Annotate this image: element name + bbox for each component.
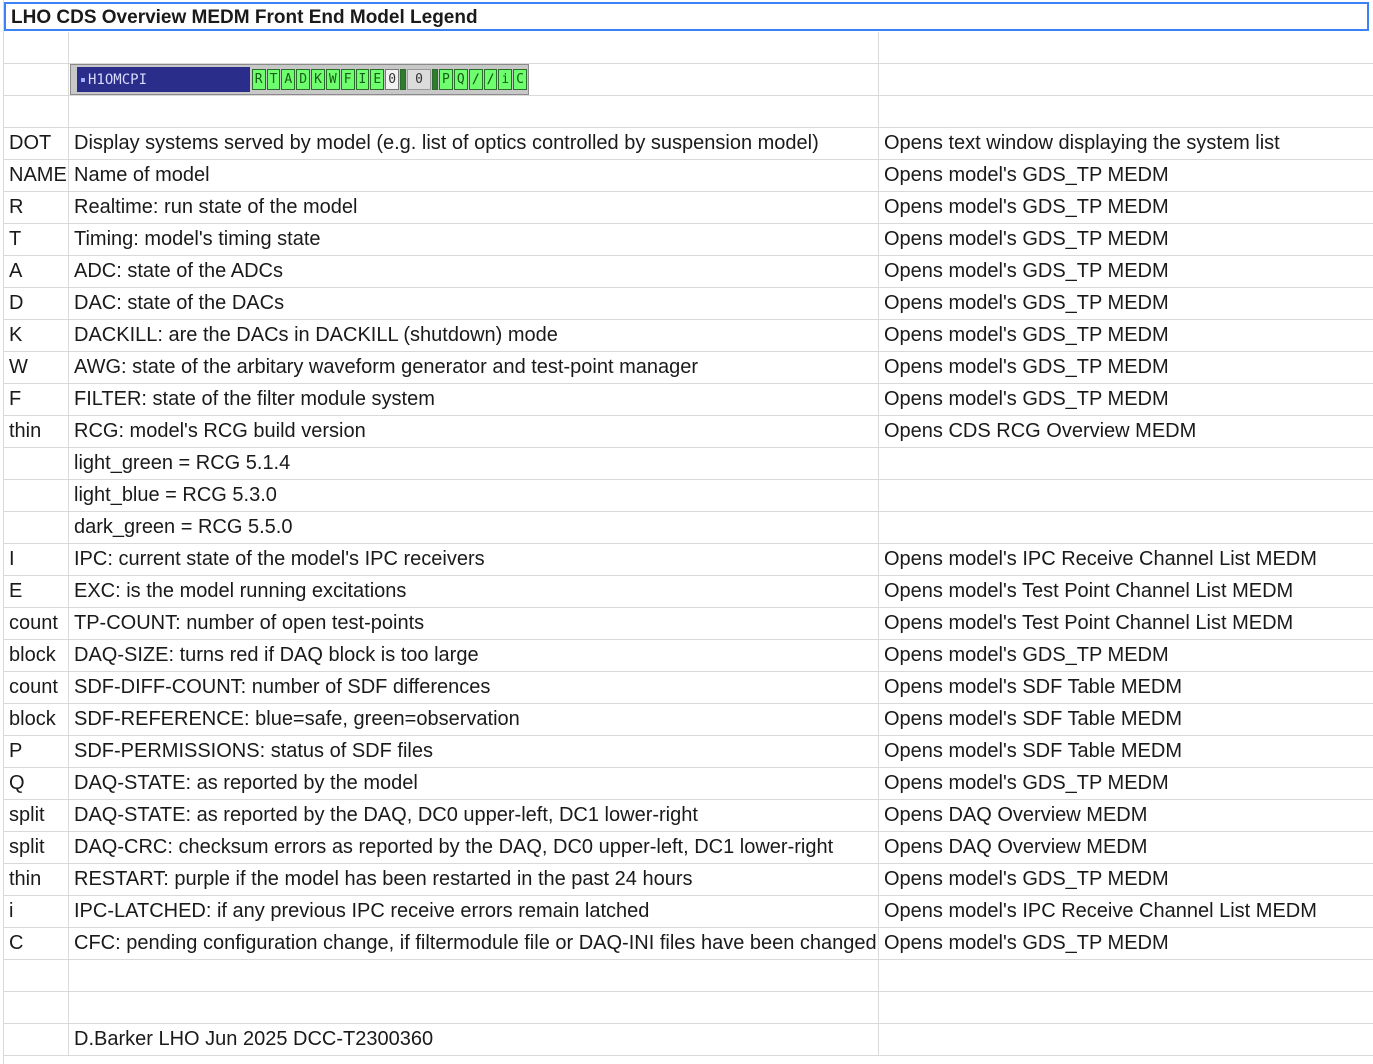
cell-code[interactable] — [4, 448, 69, 479]
cell-description[interactable]: Timing: model's timing state — [69, 224, 879, 255]
cell-code[interactable] — [4, 1024, 69, 1055]
ipc-led[interactable]: I — [356, 69, 370, 90]
cell-code[interactable]: F — [4, 384, 69, 415]
cell-action[interactable]: Opens model's GDS_TP MEDM — [884, 196, 1169, 218]
table-row — [4, 800, 1373, 832]
cell-code[interactable]: count — [4, 672, 69, 703]
cell-action[interactable]: Opens model's GDS_TP MEDM — [884, 164, 1169, 186]
cell-description[interactable]: DAQ-STATE: as reported by the DAQ, DC0 upper-left, DC1 lower-right — [69, 800, 879, 831]
model-name-box[interactable] — [77, 67, 250, 92]
cell-action[interactable]: Opens model's GDS_TP MEDM — [884, 388, 1169, 410]
cell-description[interactable] — [69, 96, 879, 127]
cell-code[interactable]: i — [4, 896, 69, 927]
daq-state-led[interactable]: Q — [454, 69, 468, 90]
cell-description[interactable]: SDF-PERMISSIONS: status of SDF files — [69, 736, 879, 767]
sdf-diff-count-box[interactable]: 0 — [407, 69, 431, 90]
cell-description[interactable]: IPC: current state of the model's IPC receivers — [69, 544, 879, 575]
cell-action[interactable]: Opens model's GDS_TP MEDM — [884, 932, 1169, 954]
table-row — [4, 384, 1373, 416]
cell-code[interactable]: Q — [4, 768, 69, 799]
medm-model-widget[interactable] — [70, 64, 529, 95]
cell-code[interactable]: count — [4, 608, 69, 639]
cell-description[interactable]: Realtime: run state of the model — [69, 192, 879, 223]
table-row — [4, 576, 1373, 608]
cell-description[interactable]: AWG: state of the arbitary waveform generator and test-point manager — [69, 352, 879, 383]
cell-code[interactable]: P — [4, 736, 69, 767]
cell-description[interactable]: TP-COUNT: number of open test-points — [69, 608, 879, 639]
cell-code[interactable]: NAME — [4, 160, 69, 191]
sheet-grid — [4, 32, 1373, 1056]
table-row — [4, 320, 1373, 352]
cell-action[interactable]: Opens DAQ Overview MEDM — [884, 804, 1148, 826]
cell-description[interactable]: DAQ-CRC: checksum errors as reported by the DAQ, DC0 upper-left, DC1 lower-right — [69, 832, 879, 863]
cell-action[interactable]: Opens model's GDS_TP MEDM — [884, 868, 1169, 890]
cell-description[interactable] — [69, 32, 879, 63]
cell-description[interactable]: light_blue = RCG 5.3.0 — [69, 480, 879, 511]
cell-code[interactable] — [4, 32, 69, 63]
cell-action[interactable]: Opens model's IPC Receive Channel List MEDM — [884, 548, 1317, 570]
daq-state-led[interactable]: P — [439, 69, 453, 90]
cell-description[interactable]: SDF-DIFF-COUNT: number of SDF differences — [69, 672, 879, 703]
cell-action[interactable]: Opens model's GDS_TP MEDM — [884, 356, 1169, 378]
cell-code[interactable] — [4, 64, 69, 95]
state-indicators — [252, 67, 528, 92]
cell-action[interactable]: Opens model's Test Point Channel List MEDM — [884, 612, 1294, 634]
cell-code[interactable]: A — [4, 256, 69, 287]
table-row — [4, 928, 1373, 960]
cell-description[interactable]: Display systems served by model (e.g. list of optics controlled by suspension model) — [69, 128, 879, 159]
cell-code[interactable]: E — [4, 576, 69, 607]
exc-led[interactable]: E — [370, 69, 384, 90]
cell-description[interactable]: dark_green = RCG 5.5.0 — [69, 512, 879, 543]
table-row — [4, 512, 1373, 544]
state-led[interactable]: F — [341, 69, 355, 90]
state-led[interactable]: D — [296, 69, 310, 90]
table-row — [4, 480, 1373, 512]
cell-code[interactable]: DOT — [4, 128, 69, 159]
table-row — [4, 736, 1373, 768]
cell-action[interactable]: Opens model's IPC Receive Channel List MEDM — [884, 900, 1317, 922]
model-name[interactable]: H1OMCPI — [88, 71, 148, 88]
cell-code[interactable] — [4, 512, 69, 543]
cell-description[interactable]: Name of model — [69, 160, 879, 191]
cell-action[interactable]: Opens text window displaying the system list — [884, 132, 1280, 154]
cell-action[interactable] — [879, 448, 1373, 479]
cell-description[interactable]: light_green = RCG 5.1.4 — [69, 448, 879, 479]
cell-action[interactable] — [879, 992, 1373, 1023]
cell-description[interactable] — [69, 960, 879, 991]
cell-action[interactable]: Opens model's SDF Table MEDM — [884, 740, 1182, 762]
cell-code[interactable] — [4, 480, 69, 511]
cell-code[interactable]: thin — [4, 864, 69, 895]
cell-code[interactable] — [4, 992, 69, 1023]
daq-size-block[interactable] — [400, 69, 406, 90]
footer-credit[interactable]: D.Barker LHO Jun 2025 DCC-T2300360 — [69, 1024, 879, 1055]
cell-code[interactable]: D — [4, 288, 69, 319]
state-led[interactable]: R — [252, 69, 266, 90]
table-row — [4, 704, 1373, 736]
cell-code[interactable]: split — [4, 800, 69, 831]
cell-action[interactable] — [879, 512, 1373, 543]
table-row — [4, 544, 1373, 576]
cell-action[interactable]: Opens model's GDS_TP MEDM — [884, 324, 1169, 346]
state-led[interactable]: T — [267, 69, 281, 90]
cell-action[interactable] — [879, 960, 1373, 991]
sdf-reference-block[interactable] — [432, 69, 438, 90]
table-row — [4, 224, 1373, 256]
cell-code[interactable] — [4, 960, 69, 991]
cfc-led[interactable]: C — [513, 69, 527, 90]
daq-state-split[interactable]: ∕ — [469, 69, 483, 90]
cell-code[interactable]: I — [4, 544, 69, 575]
table-row — [4, 896, 1373, 928]
cell-action[interactable] — [879, 480, 1373, 511]
cell-code[interactable]: thin — [4, 416, 69, 447]
cell-code[interactable]: block — [4, 640, 69, 671]
table-row — [4, 640, 1373, 672]
cell-code[interactable]: W — [4, 352, 69, 383]
cell-description[interactable] — [69, 992, 879, 1023]
blank-row — [4, 960, 1373, 992]
cell-description[interactable]: IPC-LATCHED: if any previous IPC receive errors remain latched — [69, 896, 879, 927]
cell-action[interactable]: Opens model's GDS_TP MEDM — [884, 228, 1169, 250]
daq-crc-split[interactable]: ∕ — [484, 69, 498, 90]
blank-row — [4, 96, 1373, 128]
cell-description[interactable]: RCG: model's RCG build version — [69, 416, 879, 447]
table-row — [4, 864, 1373, 896]
cell-action[interactable]: Opens model's SDF Table MEDM — [884, 708, 1182, 730]
table-row — [4, 832, 1373, 864]
table-row — [4, 448, 1373, 480]
cell-description[interactable]: DAQ-STATE: as reported by the model — [69, 768, 879, 799]
table-row — [4, 160, 1373, 192]
cell-description[interactable]: DACKILL: are the DACs in DACKILL (shutdown) mode — [69, 320, 879, 351]
state-led[interactable]: K — [311, 69, 325, 90]
cell-action[interactable]: Opens CDS RCG Overview MEDM — [884, 420, 1197, 442]
cell-action[interactable] — [879, 96, 1373, 127]
cell-description[interactable]: SDF-REFERENCE: blue=safe, green=observation — [69, 704, 879, 735]
cell-action[interactable]: Opens model's GDS_TP MEDM — [884, 292, 1169, 314]
cell-description[interactable]: CFC: pending configuration change, if filtermodule file or DAQ-INI files have been changed — [69, 928, 879, 959]
cell-action[interactable]: Opens model's Test Point Channel List MEDM — [884, 580, 1294, 602]
cell-code[interactable]: K — [4, 320, 69, 351]
cell-action[interactable]: Opens model's GDS_TP MEDM — [884, 260, 1169, 282]
state-led[interactable]: W — [326, 69, 340, 90]
cell-action[interactable] — [879, 32, 1373, 63]
state-led[interactable]: A — [281, 69, 295, 90]
blank-row — [4, 992, 1373, 1024]
table-row — [4, 672, 1373, 704]
table-row — [4, 128, 1373, 160]
cell-description[interactable]: ADC: state of the ADCs — [69, 256, 879, 287]
table-row — [4, 768, 1373, 800]
table-row — [4, 256, 1373, 288]
cell-description[interactable]: DAC: state of the DACs — [69, 288, 879, 319]
table-row — [4, 416, 1373, 448]
cell-action[interactable]: Opens model's GDS_TP MEDM — [884, 644, 1169, 666]
table-row — [4, 192, 1373, 224]
blank-row — [4, 32, 1373, 64]
dot-button[interactable] — [81, 78, 85, 82]
cell-code[interactable]: T — [4, 224, 69, 255]
cell-action[interactable]: Opens model's SDF Table MEDM — [884, 676, 1182, 698]
cell-description[interactable]: DAQ-SIZE: turns red if DAQ block is too large — [69, 640, 879, 671]
cell-code[interactable]: R — [4, 192, 69, 223]
table-row — [4, 352, 1373, 384]
cell-code[interactable]: split — [4, 832, 69, 863]
tp-count-box[interactable]: 0 — [385, 69, 399, 90]
table-row — [4, 288, 1373, 320]
cell-description[interactable]: RESTART: purple if the model has been restarted in the past 24 hours — [69, 864, 879, 895]
cell-action[interactable] — [879, 1024, 1373, 1055]
cell-action[interactable]: Opens model's GDS_TP MEDM — [884, 772, 1169, 794]
title-cell[interactable]: LHO CDS Overview MEDM Front End Model Legend — [4, 2, 1369, 31]
cell-code[interactable]: C — [4, 928, 69, 959]
cell-action[interactable] — [879, 64, 1373, 95]
cell-description[interactable]: FILTER: state of the filter module system — [69, 384, 879, 415]
ipc-latched-led[interactable]: i — [498, 69, 512, 90]
cell-code[interactable] — [4, 96, 69, 127]
cell-action[interactable]: Opens DAQ Overview MEDM — [884, 836, 1148, 858]
cell-description[interactable]: EXC: is the model running excitations — [69, 576, 879, 607]
cell-code[interactable]: block — [4, 704, 69, 735]
footer-row — [4, 1024, 1373, 1056]
table-row — [4, 608, 1373, 640]
